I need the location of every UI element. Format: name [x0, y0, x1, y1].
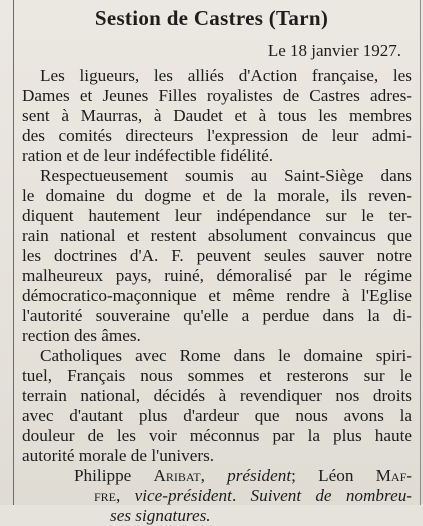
- signatory-2-first-name: Léon: [318, 466, 354, 485]
- signatory-2-last-name-rest: fre: [94, 486, 117, 505]
- closing-note: Suivent de nombreu-: [250, 486, 413, 505]
- signature-line-3: [110, 506, 410, 526]
- text-line: rection des âmes.: [22, 326, 141, 345]
- text-line: rain national et restent absolument convaincus que: [22, 226, 412, 245]
- signature-separator: ;: [291, 466, 296, 485]
- signatory-2-last-name-part: Maf-: [375, 466, 412, 485]
- signatory-2-role: vice-président: [134, 486, 232, 505]
- article-date: Le 18 janvier 1927.: [267, 41, 401, 60]
- text-line: les doctrines d'A. F. peuvent seules sauver notre: [22, 246, 412, 265]
- signatory-last-name: Aribat: [153, 466, 201, 485]
- closing-note-end: ses signatures.: [110, 506, 211, 525]
- text-line: avec d'autant plus d'ardeur que nous avons la: [22, 406, 412, 425]
- column-rule-right: [420, 0, 421, 505]
- text-line: l'autorité souveraine qu'elle a perdue dans la di-: [22, 306, 412, 325]
- signature-line-2: fre, vice-président. Suivent de nombreu-: [94, 486, 413, 505]
- text-line: douleur de les voir méconnus par la plus haute: [22, 426, 412, 445]
- text-line: ration et de leur indéfectible fidélité.: [22, 146, 274, 165]
- article-title: Sestion de Castres (Tarn): [94, 6, 329, 30]
- text-line: des comités directeurs l'expression de leur admi-: [22, 126, 412, 145]
- text-line: malheureux pays, ruiné, démoralisé par le régime: [22, 266, 412, 285]
- text-line: le domaine du dogme et de la morale, ils reven-: [22, 186, 412, 205]
- text-line: démocratico-maçonnique et même rendre à l'Eglise: [22, 286, 412, 305]
- signatory-first-name: Philippe: [74, 466, 132, 485]
- text-line: Respectueusement soumis au Saint-Siège dans: [40, 166, 412, 185]
- text-line: tuel, Français nous sommes et resterons sur le: [22, 366, 412, 385]
- signature-line-1: Philippe Aribat, président; Léon Maf-: [74, 466, 412, 485]
- column-rule-left: [13, 0, 14, 505]
- text-line: Les ligueurs, les alliés d'Action française, les: [40, 66, 412, 85]
- text-line: Dames et Jeunes Filles royalistes de Castres adres-: [22, 86, 412, 105]
- text-line: terrain national, décidés à revendiquer nos droits: [22, 386, 412, 405]
- text-line: Catholiques avec Rome dans le domaine spiri-: [40, 346, 412, 365]
- signatory-role: président: [227, 466, 292, 485]
- text-line: autorité morale de l'univers.: [22, 446, 215, 465]
- text-line: diquent hautement leur indépendance sur le ter-: [22, 206, 412, 225]
- text-line: sent à Maurras, à Daudet et à tous les membres: [22, 106, 412, 125]
